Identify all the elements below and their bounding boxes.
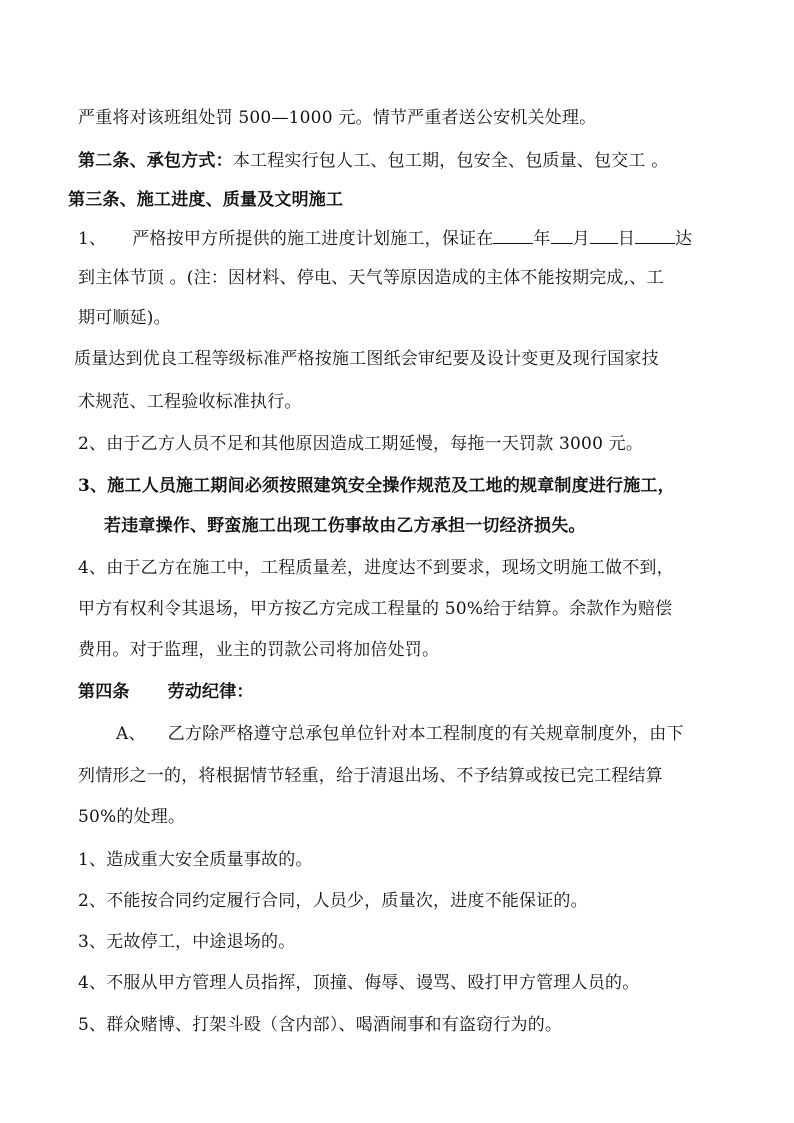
clause-3-item-1-line xyxy=(78,227,692,250)
year-label: 年 xyxy=(533,229,551,249)
day-label: 日 xyxy=(617,229,636,249)
text-line-5: 到主体节顶 。(注：因材料、停电、天气等原因造成的主体不能按期完成,、工 xyxy=(78,268,664,288)
month-label: 月 xyxy=(572,229,590,249)
schedule-text: 严格按甲方所提供的施工进度计划施工，保证在 xyxy=(132,229,494,249)
text-line-12: 4、由于乙方在施工中，工程质量差，进度达不到要求，现场文明施工做不到， xyxy=(78,558,674,578)
list-item-5: 5、群众赌博、打架斗殴（含内部）、喝酒闹事和有盗窃行为的。 xyxy=(78,1015,563,1035)
clause-4-title: 第四条 xyxy=(78,682,130,702)
clause-3-heading: 第三条、施工进度、质量及文明施工 xyxy=(68,190,344,210)
clause-2-text: 本工程实行包人工、包工期，包安全、包质量、包交工 。 xyxy=(232,151,669,171)
extra-blank xyxy=(635,227,675,244)
text-line-17: 列情形之一的，将根据情节轻重，给于清退出场、不予结算或按已完工程结算 xyxy=(78,766,663,786)
text-line-8: 术规范、工程验收标准执行。 xyxy=(78,392,302,412)
clause-4-heading xyxy=(78,681,254,703)
month-blank xyxy=(551,227,573,244)
reach-label: 达 xyxy=(675,229,693,249)
text-line-7: 质量达到优良工程等级标准严格按施工图纸会审纪要及设计变更及现行国家技 xyxy=(74,349,659,369)
day-blank xyxy=(590,227,618,244)
item-a-label: A、 xyxy=(116,724,146,744)
list-item-4: 4、不服从甲方管理人员指挥，顶撞、侮辱、谩骂、殴打甲方管理人员的。 xyxy=(78,973,640,993)
clause-2-heading: 第二条、承包方式： xyxy=(78,151,233,171)
item-number: 1、 xyxy=(78,229,107,249)
text-line-10: 3、施工人员施工期间必须按照建筑安全操作规范及工地的规章制度进行施工， xyxy=(78,476,675,496)
year-blank xyxy=(493,227,533,244)
list-item-1: 1、造成重大安全质量事故的。 xyxy=(78,850,313,870)
text-line-9: 2、由于乙方人员不足和其他原因造成工期延慢，每拖一天罚款 3000 元。 xyxy=(78,434,644,454)
clause-2-line xyxy=(78,150,668,172)
text-line-11: 若违章操作、野蛮施工出现工伤事故由乙方承担一切经济损失。 xyxy=(104,516,586,536)
text-line-18: 50%的处理。 xyxy=(78,807,186,827)
text-line-1: 严重将对该班组处罚 500—1000 元。情节严重者送公安机关处理。 xyxy=(78,108,597,128)
clause-4-item-a-line xyxy=(116,723,684,745)
text-line-13: 甲方有权利令其退场，甲方按乙方完成工程量的 50%给于结算。余款作为赔偿 xyxy=(78,599,673,619)
list-item-2: 2、不能按合同约定履行合同，人员少，质量次，进度不能保证的。 xyxy=(78,891,588,911)
clause-4-subtitle: 劳动纪律： xyxy=(167,682,254,702)
list-item-3: 3、无故停工，中途退场的。 xyxy=(78,932,296,952)
item-a-text: 乙方除严格遵守总承包单位针对本工程制度的有关规章制度外，由下 xyxy=(167,724,684,744)
text-line-6: 期可顺延)。 xyxy=(78,308,171,328)
text-line-14: 费用。对于监理，业主的罚款公司将加倍处罚。 xyxy=(78,640,440,660)
